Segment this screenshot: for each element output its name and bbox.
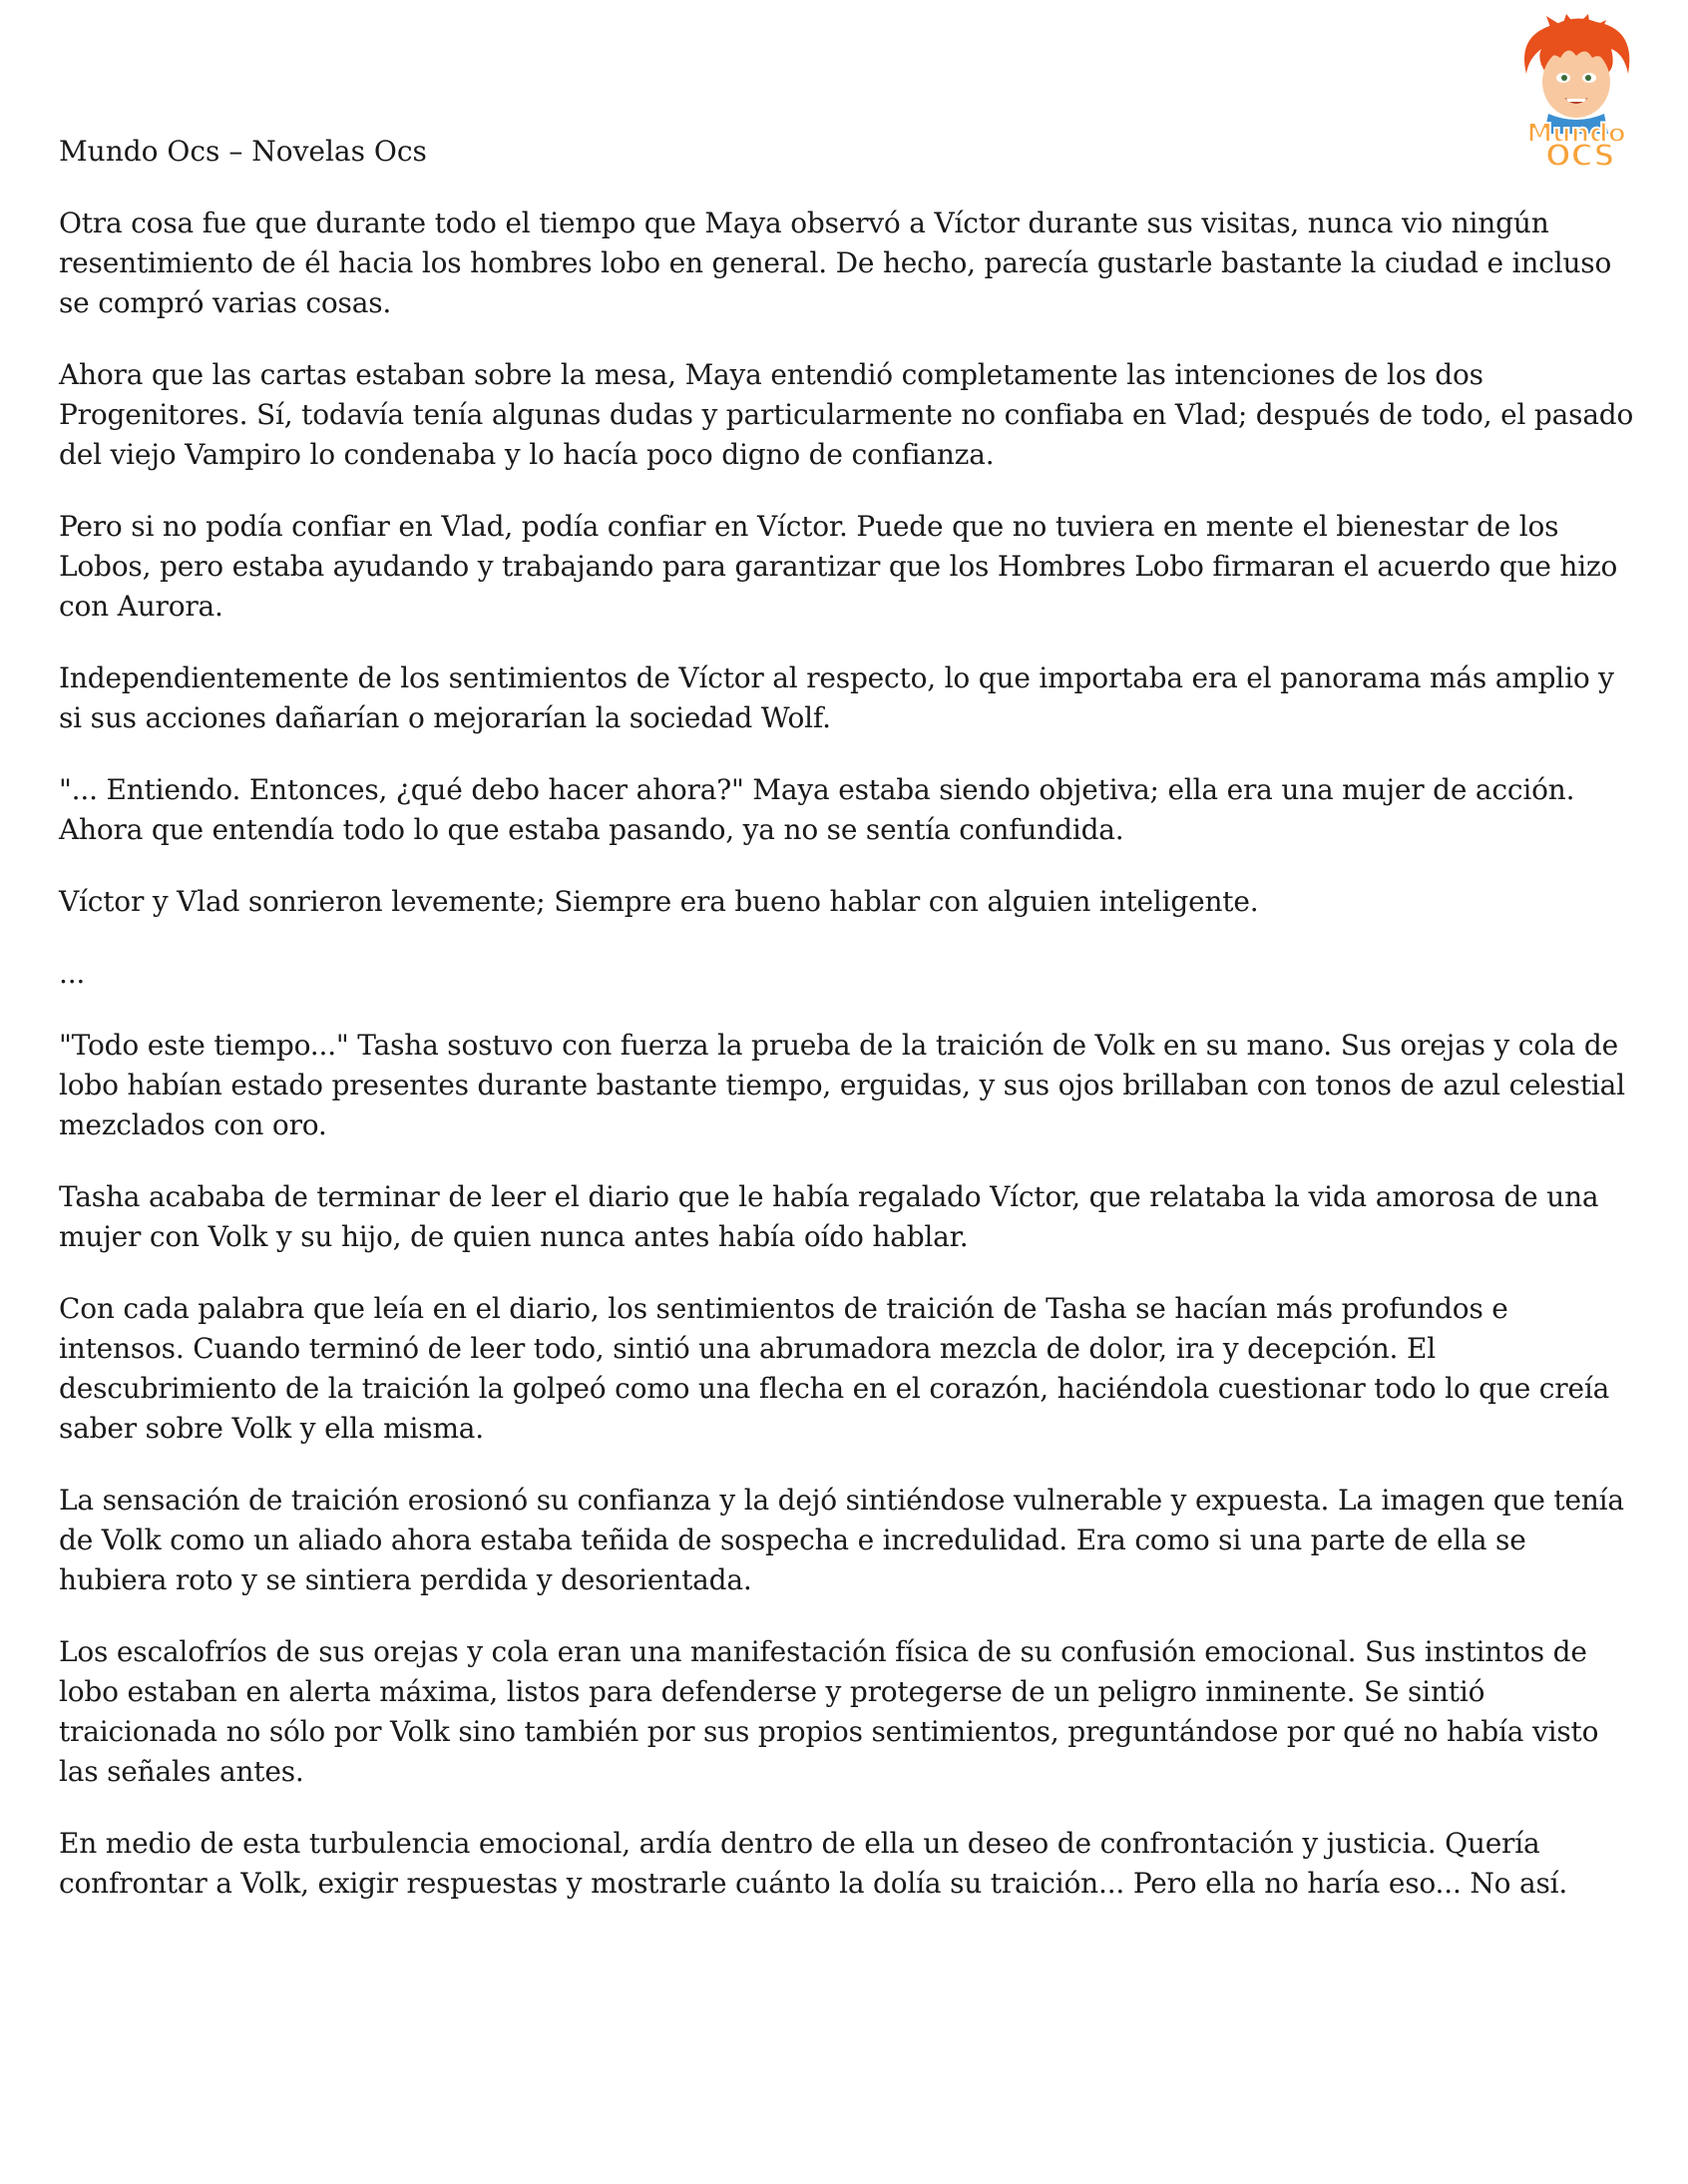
paragraph: Pero si no podía confiar en Vlad, podía confiar en Víctor. Puede que no tuviera en mente el bienestar de los Lobos, pero estaba ayudando y trabajando para garantizar que los Hombres Lobo firmaran el acuerdo que hizo con Aurora.	[59, 510, 1618, 623]
paragraph: Tasha acababa de terminar de leer el diario que le había regalado Víctor, que relataba la vida amorosa de una mujer con Volk y su hijo, de quien nunca antes había oído hablar.	[59, 1180, 1599, 1253]
mundo-ocs-logo	[1496, 14, 1656, 174]
paragraph: Víctor y Vlad sonrieron levemente; Siempre era bueno hablar con alguien inteligente.	[59, 885, 1259, 918]
paragraph: "Todo este tiempo..." Tasha sostuvo con fuerza la prueba de la traición de Volk en su mano. Sus orejas y cola de lobo habían estado presentes durante bastante tiempo, erguidas, y sus ojos brillaban con tonos de azul celestial mezclados con oro.	[59, 1029, 1625, 1141]
paragraph: Independientemente de los sentimientos de Víctor al respecto, lo que importaba era el panorama más amplio y si sus acciones dañarían o mejorarían la sociedad Wolf.	[59, 661, 1614, 734]
paragraph: En medio de esta turbulencia emocional, ardía dentro de ella un deseo de confrontación y justicia. Quería confrontar a Volk, exigir respuestas y mostrarle cuánto la dolía su traición... Pero ella no haría eso... No así.	[59, 1827, 1568, 1900]
paragraph: La sensación de traición erosionó su confianza y la dejó sintiéndose vulnerable y expuesta. La imagen que tenía de Volk como un aliado ahora estaba teñida de sospecha e incredulidad. Era como si una parte de ella se hubiera roto y se sintiera perdida y desorientada.	[59, 1484, 1624, 1596]
logo-mascot-icon	[1496, 14, 1656, 174]
paragraph: Con cada palabra que leía en el diario, los sentimientos de traición de Tasha se hacían más profundos e intensos. Cuando terminó de leer todo, sintió una abrumadora mezcla de dolor, ira y decepción. El descubrimiento de la traición la golpeó como una flecha en el corazón, haciéndola cuestionar todo lo que creía saber sobre Volk y ella misma.	[59, 1292, 1610, 1445]
logo-text-line1: Mundo	[1526, 119, 1626, 149]
logo-text-line2: OCS	[1545, 139, 1615, 174]
paragraph: Ahora que las cartas estaban sobre la mesa, Maya entendió completamente las intenciones de los dos Progenitores. Sí, todavía tenía algunas dudas y particularmente no confiaba en Vlad; después de todo, el pasado del viejo Vampiro lo condenaba y lo hacía poco digno de confianza.	[59, 358, 1634, 471]
paragraph: "... Entiendo. Entonces, ¿qué debo hacer ahora?" Maya estaba siendo objetiva; ella era una mujer de acción. Ahora que entendía todo lo que estaba pasando, ya no se sentía confundida.	[59, 773, 1575, 846]
paragraph: Otra cosa fue que durante todo el tiempo que Maya observó a Víctor durante sus visitas, nunca vio ningún resentimiento de él hacia los hombres lobo en general. De hecho, parecía gustarle bastante la ciudad e incluso se compró varias cosas.	[59, 207, 1612, 319]
scene-break: ...	[59, 957, 86, 990]
document-body	[59, 204, 1635, 1936]
page-header-title: Mundo Ocs – Novelas Ocs	[59, 135, 427, 168]
paragraph: Los escalofríos de sus orejas y cola eran una manifestación física de su confusión emocional. Sus instintos de lobo estaban en alerta máxima, listos para defenderse y protegerse de un peligro inminente. Se sintió traicionada no sólo por Volk sino también por sus propios sentimientos, preguntándose por qué no había visto las señales antes.	[59, 1635, 1599, 1788]
